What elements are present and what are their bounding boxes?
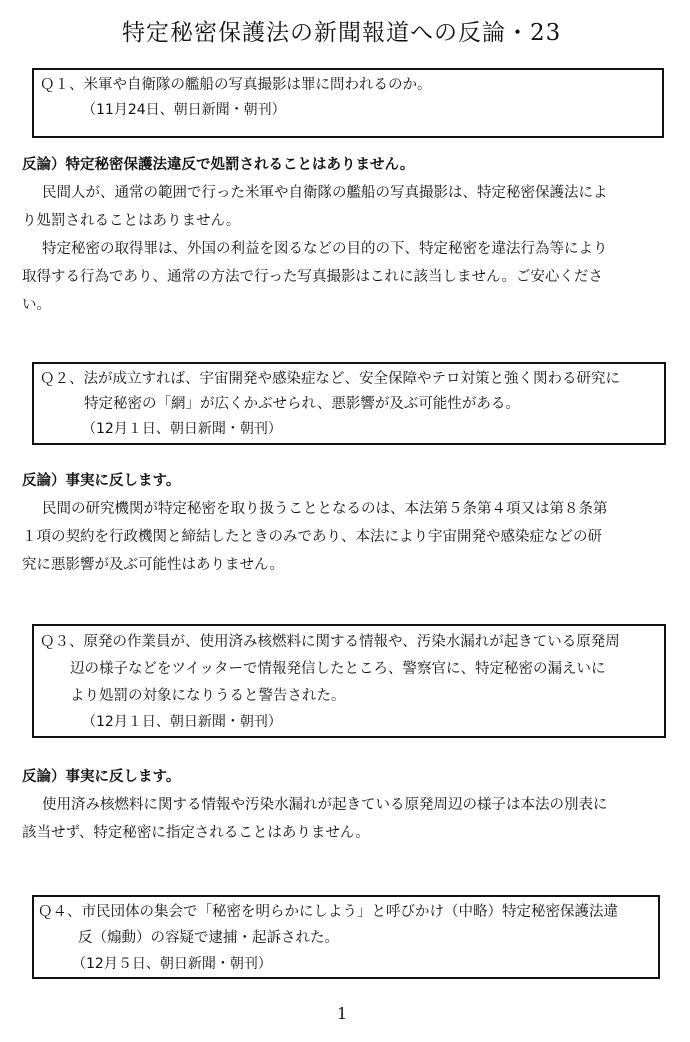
answer-2-line-2: １項の契約を行政機関と締結したときのみであり、本法により宇宙開発や感染症などの研 [22,529,602,545]
answer-3-line-2: 該当せず、特定秘密に指定されることはありません。 [22,825,370,841]
question-3-source: （12月１日、朝日新聞・朝刊） [82,714,282,730]
answer-1-line-2: り処罰されることはありません。 [22,213,241,229]
answer-1-line-5: い。 [22,297,51,313]
answer-1-line-3: 特定秘密の取得罪は、外国の利益を図るなどの目的の下、特定秘密を違法行為等により [42,241,608,257]
question-2-line-1: Ｑ２、法が成立すれば、宇宙開発や感染症など、安全保障やテロ対策と強く関わる研究に [40,371,620,387]
question-3-line-3: より処罰の対象になりうると警告された。 [70,688,346,704]
question-4-line-2: 反（煽動）の容疑で逮捕・起訴された。 [78,930,339,946]
question-1-line-1: Ｑ１、米軍や自衛隊の艦船の写真撮影は罪に問われるのか。 [40,77,432,93]
question-1-source: （11月24日、朝日新聞・朝刊） [82,102,286,118]
answer-1-line-4: 取得する行為であり、通常の方法で行った写真撮影はこれに該当しません。ご安心くださ [22,269,603,285]
answer-3-line-1: 使用済み核燃料に関する情報や汚染水漏れが起きている原発周辺の様子は本法の別表に [42,797,608,813]
question-3-line-2: 辺の様子などをツイッターで情報発信したところ、警察官に、特定秘密の漏えいに [70,661,606,677]
question-2-line-2: 特定秘密の「網」が広くかぶせられ、悪影響が及ぶ可能性がある。 [84,396,520,412]
answer-2-line-3: 究に悪影響が及ぶ可能性はありません。 [22,557,284,573]
answer-3-heading: 反論）事実に反します。 [22,769,181,785]
page-number: 1 [337,1004,348,1023]
question-2-source: （12月１日、朝日新聞・朝刊） [82,421,282,437]
question-4-source: （12月５日、朝日新聞・朝刊） [72,956,272,972]
answer-2-heading: 反論）事実に反します。 [22,473,181,489]
answer-2-line-1: 民間の研究機関が特定秘密を取り扱うこととなるのは、本法第５条第４項又は第８条第 [42,501,608,517]
page-title: 特定秘密保護法の新聞報道への反論・23 [122,20,562,46]
answer-1-heading: 反論）特定秘密保護法違反で処罰されることはありません。 [22,157,415,173]
question-4-line-1: Ｑ４、市民団体の集会で「秘密を明らかにしよう」と呼びかけ（中略）特定秘密保護法違 [38,904,618,920]
answer-1-line-1: 民間人が、通常の範囲で行った米軍や自衛隊の艦船の写真撮影は、特定秘密保護法によ [42,185,608,201]
question-3-line-1: Ｑ３、原発の作業員が、使用済み核燃料に関する情報や、汚染水漏れが起きている原発周 [40,634,620,650]
